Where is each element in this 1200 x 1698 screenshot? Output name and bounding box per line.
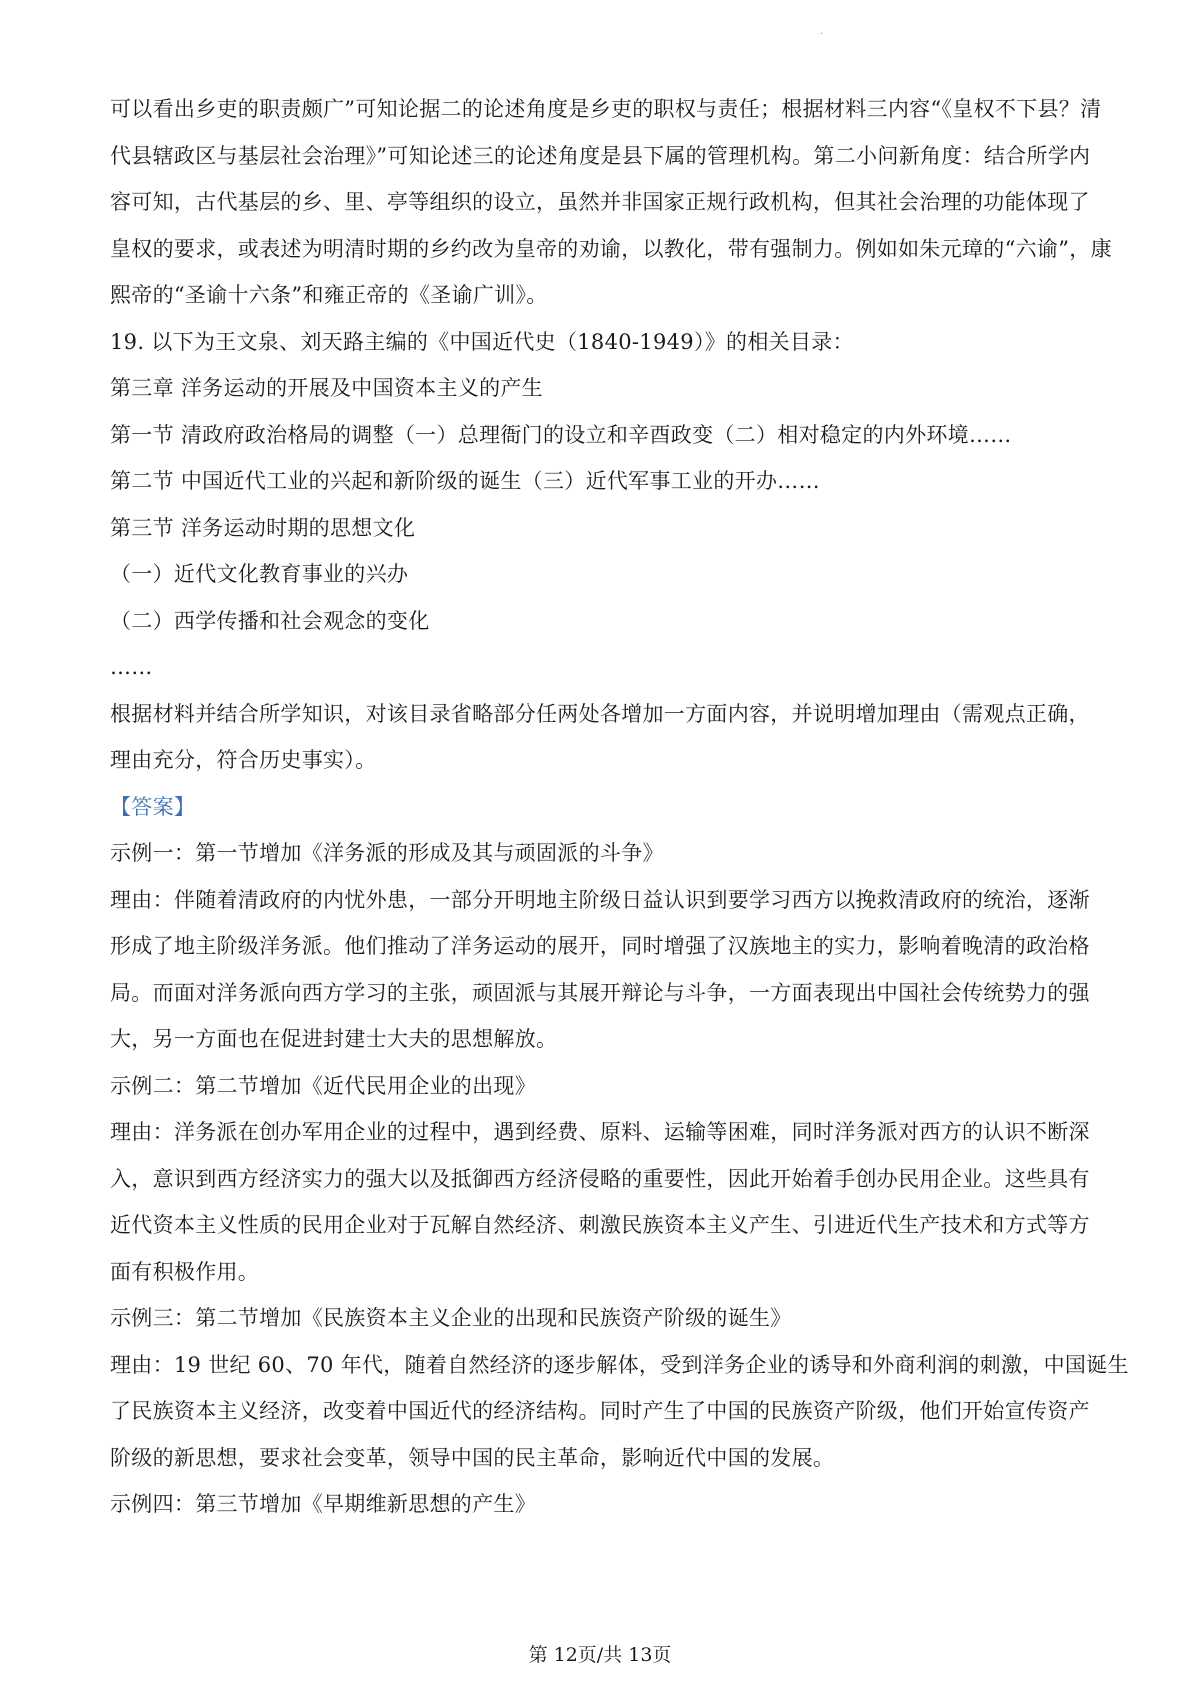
reason-text: 大，另一方面也在促进封建士大夫的思想解放。 (110, 1027, 558, 1051)
text-line: 皇权的要求，或表述为明清时期的乡约改为皇帝的劝谕，以教化，带有强制力。例如如朱元璋的“六谕”，康 (110, 236, 1112, 261)
header-mark: . (820, 26, 824, 37)
example-heading: 示例三：第二节增加《民族资本主义企业的出现和民族资产阶级的诞生》 (110, 1306, 792, 1330)
page-content (110, 86, 1129, 1528)
question-stem: 19. 以下为王文泉、刘天路主编的《中国近代史（1840-1949）》的相关目录： (110, 329, 854, 354)
reason-text: 阶级的新思想，要求社会变革，领导中国的民主革命，影响近代中国的发展。 (110, 1445, 835, 1470)
toc-chapter: 第三章 洋务运动的开展及中国资本主义的产生 (110, 376, 543, 400)
reason-text: 局。而面对洋务派向西方学习的主张，顽固派与其展开辩论与斗争，一方面表现出中国社会传统势力的强 (110, 980, 1090, 1005)
reason-text: 面有积极作用。 (110, 1259, 260, 1284)
reason-text: 理由：洋务派在创办军用企业的过程中，遇到经费、原料、运输等困难，同时洋务派对西方的认识不断深 (110, 1120, 1090, 1144)
toc-section: 第三节 洋务运动时期的思想文化 (110, 515, 416, 540)
example-heading: 示例一：第一节增加《洋务派的形成及其与顽固派的斗争》 (110, 841, 664, 865)
toc-subsection: （二）西学传播和社会观念的变化 (110, 608, 430, 633)
text-line: 可以看出乡吏的职责颇广”可知论据二的论述角度是乡吏的职权与责任；根据材料三内容“《皇权不下县？清 (110, 97, 1102, 121)
toc-subsection: （一）近代文化教育事业的兴办 (110, 562, 409, 586)
reason-text: 形成了地主阶级洋务派。他们推动了洋务运动的展开，同时增强了汉族地主的实力，影响着晚清的政治格 (110, 934, 1090, 958)
toc-section: 第一节 清政府政治格局的调整（一）总理衙门的设立和辛酉政变（二）相对稳定的内外环境…… (110, 422, 1012, 447)
text-line: 熙帝的“圣谕十六条”和雍正帝的《圣谕广训》。 (110, 283, 548, 307)
toc-section: 第二节 中国近代工业的兴起和新阶级的诞生（三）近代军事工业的开办…… (110, 469, 820, 493)
reason-text: 了民族资本主义经济，改变着中国近代的经济结构。同时产生了中国的民族资产阶级，他们开始宣传资产 (110, 1399, 1090, 1423)
example-heading: 示例二：第二节增加《近代民用企业的出现》 (110, 1073, 536, 1098)
text-line: 容可知，古代基层的乡、里、亭等组织的设立，虽然并非国家正规行政机构，但其社会治理的功能体现了 (110, 190, 1090, 214)
question-instruction: 理由充分，符合历史事实）。 (110, 748, 377, 772)
reason-text: 理由：19 世纪 60、70 年代，随着自然经济的逐步解体，受到洋务企业的诱导和外商利润的刺激，中国诞生 (110, 1352, 1129, 1377)
reason-text: 近代资本主义性质的民用企业对于瓦解自然经济、刺激民族资本主义产生、引进近代生产技术和方式等方 (110, 1213, 1090, 1237)
reason-text: 入，意识到西方经济实力的强大以及抵御西方经济侵略的重要性，因此开始着手创办民用企业。这些具有 (110, 1166, 1090, 1191)
text-line: 代县辖政区与基层社会治理》”可知论述三的论述角度是县下属的管理机构。第二小问新角度：结合所学内 (110, 143, 1091, 168)
question-instruction: 根据材料并结合所学知识，对该目录省略部分任两处各增加一方面内容，并说明增加理由（需观点正确， (110, 701, 1090, 726)
answer-label: 【答案】 (110, 794, 196, 819)
reason-text: 理由：伴随着清政府的内忧外患，一部分开明地主阶级日益认识到要学习西方以挽救清政府的统治，逐渐 (110, 887, 1090, 912)
example-heading: 示例四：第三节增加《早期维新思想的产生》 (110, 1492, 536, 1516)
toc-ellipsis: …… (110, 655, 153, 679)
page-number: 第 12页/共 13页 (528, 1644, 672, 1666)
